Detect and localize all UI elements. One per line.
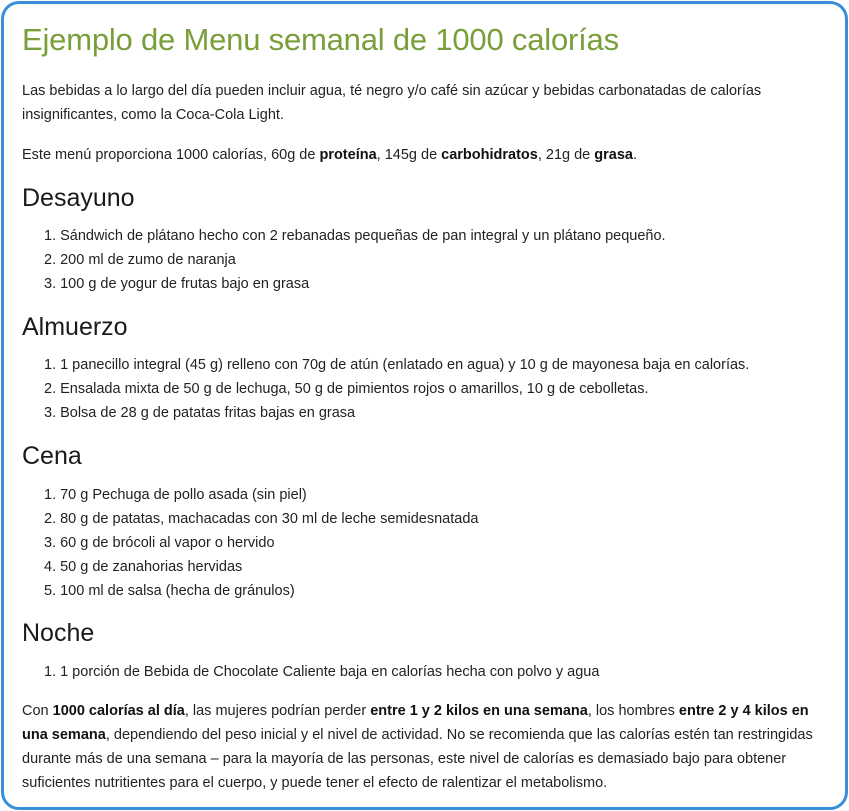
- list-item: 2. 200 ml de zumo de naranja: [44, 252, 236, 268]
- page-title: Ejemplo de Menu semanal de 1000 calorías: [22, 22, 619, 57]
- list-item: 1. Sándwich de plátano hecho con 2 rebanadas pequeñas de pan integral y un plátano pequeño.: [44, 228, 666, 244]
- section-heading-cena: Cena: [22, 442, 82, 470]
- carbs-label: carbohidratos: [441, 147, 538, 163]
- list-item: 4. 50 g de zanahorias hervidas: [44, 559, 243, 575]
- conclusion-paragraph: Con 1000 calorías al día, las mujeres podrían perder entre 1 y 2 kilos en una semana, los hombres entre 2 y 4 kilos en una semana, dependiendo del peso inicial y el nivel de actividad. No se recomienda que las calorías estén tan restringidas durante más de una semana – para la mayoría de las personas, este nivel de calorías es demasiado bajo para obtener suficientes nutritientes para el cuerpo, y puede tener el efecto de ralentizar el metabolismo.: [22, 703, 813, 791]
- list-item: 2. Ensalada mixta de 50 g de lechuga, 50 g de pimientos rojos o amarillos, 10 g de cebolletas.: [44, 381, 649, 397]
- section-heading-noche: Noche: [22, 619, 95, 647]
- list-item: 3. Bolsa de 28 g de patatas fritas bajas en grasa: [44, 405, 356, 421]
- noche-list: [44, 660, 599, 684]
- desayuno-list: [44, 224, 666, 296]
- section-heading-almuerzo: Almuerzo: [22, 313, 128, 341]
- almuerzo-list: [44, 353, 749, 425]
- beverages-paragraph: Las bebidas a lo largo del día pueden incluir agua, té negro y/o café sin azúcar y bebidas carbonatadas de calorías insignificantes, como la Coca-Cola Light.: [22, 83, 762, 123]
- cena-list: [44, 483, 478, 603]
- list-item: 1. 1 porción de Bebida de Chocolate Caliente baja en calorías hecha con polvo y agua: [44, 664, 600, 680]
- protein-label: proteína: [319, 147, 377, 163]
- macros-paragraph: Este menú proporciona 1000 calorías, 60g de proteína, 145g de carbohidratos, 21g de grasa.: [22, 147, 638, 163]
- list-item: 2. 80 g de patatas, machacadas con 30 ml de leche semidesnatada: [44, 511, 479, 527]
- list-item: 3. 100 g de yogur de frutas bajo en grasa: [44, 276, 310, 292]
- section-heading-desayuno: Desayuno: [22, 184, 135, 212]
- list-item: 3. 60 g de brócoli al vapor o hervido: [44, 535, 275, 551]
- list-item: 5. 100 ml de salsa (hecha de gránulos): [44, 583, 295, 599]
- list-item: 1. 70 g Pechuga de pollo asada (sin piel): [44, 487, 307, 503]
- fat-label: grasa: [594, 147, 633, 163]
- list-item: 1. 1 panecillo integral (45 g) relleno con 70g de atún (enlatado en agua) y 10 g de mayonesa baja en calorías.: [44, 357, 750, 373]
- content-card: [1, 1, 848, 810]
